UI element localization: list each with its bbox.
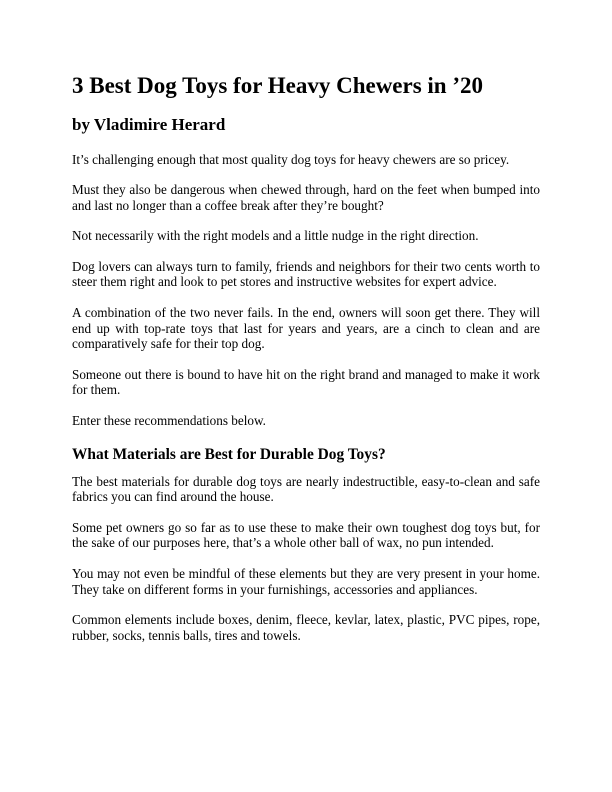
intro-paragraph: Must they also be dangerous when chewed through, hard on the feet when bumped into and last no longer than a coffee break after they’re bought?	[72, 182, 540, 214]
document-page	[72, 72, 540, 658]
intro-paragraph: Someone out there is bound to have hit on the right brand and managed to make it work for them.	[72, 366, 540, 398]
section-paragraph: The best materials for durable dog toys are nearly indestructible, easy-to-clean and safe fabrics you can find around the house.	[72, 473, 540, 505]
section-paragraph: Some pet owners go so far as to use these to make their own toughest dog toys but, for the sake of our purposes here, that’s a whole other ball of wax, no pun intended.	[72, 519, 540, 551]
section-paragraph: Common elements include boxes, denim, fleece, kevlar, latex, plastic, PVC pipes, rope, rubber, socks, tennis balls, tires and towels.	[72, 611, 540, 643]
intro-paragraph: It’s challenging enough that most quality dog toys for heavy chewers are so pricey.	[72, 152, 510, 167]
intro-paragraph: Enter these recommendations below.	[72, 412, 266, 428]
intro-paragraph: Dog lovers can always turn to family, friends and neighbors for their two cents worth to steer them right and look to pet stores and instructive websites for expert advice.	[72, 258, 540, 290]
section-heading-materials: What Materials are Best for Durable Dog Toys?	[72, 445, 386, 463]
intro-paragraph: Not necessarily with the right models and a little nudge in the right direction.	[72, 228, 479, 244]
document-title: 3 Best Dog Toys for Heavy Chewers in ’20	[72, 73, 484, 98]
section-paragraph: You may not even be mindful of these elements but they are very present in your home. They take on different forms in your furnishings, accessories and appliances.	[72, 565, 540, 597]
intro-paragraph: A combination of the two never fails. In the end, owners will soon get there. They will end up with top-rate toys that last for years and years, are a cinch to clean and are comparatively safe for their top dog.	[72, 304, 540, 352]
author-byline: by Vladimire Herard	[72, 115, 226, 134]
